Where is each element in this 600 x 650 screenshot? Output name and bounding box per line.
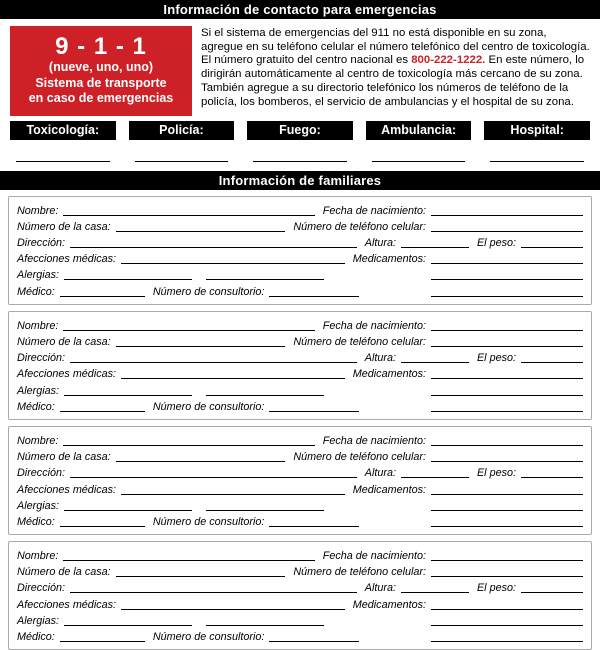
office-number-line (269, 296, 359, 297)
office-number-label: Número de consultorio: (153, 516, 270, 528)
doctor-row (17, 627, 583, 643)
cell-number-label: Número de teléfono celular: (293, 336, 431, 348)
medications-line-2 (431, 279, 583, 280)
doctor-label: Médico: (17, 516, 60, 528)
height-label: Altura: (365, 467, 401, 479)
height-line (401, 592, 469, 593)
family-member-box (8, 541, 592, 650)
doctor-label: Médico: (17, 631, 60, 643)
instructions-paragraph (201, 26, 590, 116)
dob-label: Fecha de nacimiento: (323, 205, 431, 217)
conditions-row (17, 594, 583, 610)
dob-label: Fecha de nacimiento: (323, 550, 431, 562)
address-line (70, 592, 357, 593)
family-header-title: Información de familiares (219, 173, 382, 188)
name-label: Nombre: (17, 320, 63, 332)
allergies-line-2 (206, 395, 324, 396)
conditions-label: Afecciones médicas: (17, 484, 121, 496)
transport-system-line: Sistema de transporte (14, 76, 188, 92)
medications-line (431, 609, 583, 610)
height-line (401, 247, 469, 248)
doctor-label: Médico: (17, 401, 60, 413)
allergies-line-2 (206, 279, 324, 280)
nine-one-one-number: 9 - 1 - 1 (14, 33, 188, 60)
allergies-row (17, 265, 583, 281)
dob-line (431, 445, 583, 446)
name-label: Nombre: (17, 550, 63, 562)
conditions-row (17, 249, 583, 265)
name-line (63, 330, 314, 331)
cell-number-line (431, 576, 583, 577)
home-number-label: Número de la casa: (17, 451, 116, 463)
allergies-row (17, 496, 583, 512)
phone-line-hospital (490, 161, 584, 162)
medications-label: Medicamentos: (353, 253, 431, 265)
height-label: Altura: (365, 352, 401, 364)
cell-number-label: Número de teléfono celular: (293, 221, 431, 233)
doctor-row (17, 281, 583, 297)
dob-label: Fecha de nacimiento: (323, 320, 431, 332)
office-number-line (269, 411, 359, 412)
weight-label: El peso: (477, 237, 521, 249)
doctor-label: Médico: (17, 286, 60, 298)
doctor-row (17, 397, 583, 413)
phone-line-fire (253, 161, 347, 162)
conditions-label: Afecciones médicas: (17, 368, 121, 380)
phone-label-ambulance: Ambulancia: (366, 121, 472, 140)
office-number-label: Número de consultorio: (153, 286, 270, 298)
medications-line (431, 494, 583, 495)
instructions-text-before: Si el sistema de emergencias del 911 no está disponible en su zona, agregue en su teléfono celular el número telefónico del centro de toxicología. El número gratuito del centro nacional es (201, 27, 590, 66)
phone-label-hospital: Hospital: (484, 121, 590, 140)
allergies-label: Alergias: (17, 269, 64, 281)
allergies-line-1 (64, 279, 192, 280)
weight-label: El peso: (477, 467, 521, 479)
phone-line-ambulance (372, 161, 466, 162)
medications-label: Medicamentos: (353, 368, 431, 380)
address-label: Dirección: (17, 237, 70, 249)
doctor-line (60, 641, 145, 642)
home-number-line (116, 576, 286, 577)
emergency-info-section (0, 19, 600, 118)
name-line (63, 560, 314, 561)
address-line (70, 247, 357, 248)
nine-one-one-words: (nueve, uno, uno) (14, 60, 188, 76)
height-label: Altura: (365, 582, 401, 594)
home-number-label: Número de la casa: (17, 566, 116, 578)
address-label: Dirección: (17, 352, 70, 364)
medications-label: Medicamentos: (353, 599, 431, 611)
weight-label: El peso: (477, 352, 521, 364)
conditions-row (17, 364, 583, 380)
height-line (401, 477, 469, 478)
height-label: Altura: (365, 237, 401, 249)
nine-one-one-box (10, 26, 192, 116)
cell-number-label: Número de teléfono celular: (293, 566, 431, 578)
address-label: Dirección: (17, 582, 70, 594)
allergies-label: Alergias: (17, 615, 64, 627)
phone-line-police (135, 161, 229, 162)
home-number-label: Número de la casa: (17, 336, 116, 348)
national-poison-number: 800-222-1222. (411, 54, 485, 66)
allergies-line-1 (64, 395, 192, 396)
phone-label-toxicology: Toxicología: (10, 121, 116, 140)
family-header-bar (0, 171, 600, 190)
office-number-line (269, 641, 359, 642)
conditions-line (121, 609, 345, 610)
dob-label: Fecha de nacimiento: (323, 435, 431, 447)
conditions-label: Afecciones médicas: (17, 253, 121, 265)
family-member-box (8, 311, 592, 420)
doctor-line (60, 526, 145, 527)
address-row (17, 578, 583, 594)
address-row (17, 348, 583, 364)
weight-line (521, 362, 583, 363)
doctor-line (60, 296, 145, 297)
name-row (17, 201, 583, 217)
family-members (0, 196, 600, 650)
cell-number-line (431, 231, 583, 232)
cell-number-line (431, 346, 583, 347)
address-line (70, 362, 357, 363)
height-line (401, 362, 469, 363)
address-row (17, 233, 583, 249)
office-number-label: Número de consultorio: (153, 631, 270, 643)
name-line (63, 445, 314, 446)
weight-line (521, 592, 583, 593)
cell-number-label: Número de teléfono celular: (293, 451, 431, 463)
medications-line-3 (431, 296, 583, 297)
doctor-line (60, 411, 145, 412)
address-row (17, 463, 583, 479)
conditions-label: Afecciones médicas: (17, 599, 121, 611)
allergies-label: Alergias: (17, 385, 64, 397)
emergency-header-title: Información de contacto para emergencias (163, 2, 436, 17)
name-label: Nombre: (17, 205, 63, 217)
office-number-line (269, 526, 359, 527)
home-number-row (17, 562, 583, 578)
dob-line (431, 215, 583, 216)
home-number-row (17, 217, 583, 233)
medications-line-3 (431, 526, 583, 527)
weight-label: El peso: (477, 582, 521, 594)
allergies-line-1 (64, 510, 192, 511)
name-row (17, 546, 583, 562)
medications-line-3 (431, 641, 583, 642)
name-row (17, 316, 583, 332)
allergies-row (17, 380, 583, 396)
medications-line (431, 263, 583, 264)
weight-line (521, 477, 583, 478)
phone-blank-lines-row (0, 161, 600, 162)
home-number-row (17, 332, 583, 348)
conditions-row (17, 479, 583, 495)
family-member-box (8, 426, 592, 535)
home-number-line (116, 461, 286, 462)
name-label: Nombre: (17, 435, 63, 447)
cell-number-line (431, 461, 583, 462)
name-line (63, 215, 314, 216)
instructions-text-after: En este número, lo dirigirán automáticamente al centro de toxicología más cercano de su zona. También agregue a su directorio telefónico los números de teléfono de la policía, los bomberos, el servicio de ambulancias y el hospital de su zona. (201, 54, 584, 107)
medications-line-3 (431, 411, 583, 412)
medications-line (431, 378, 583, 379)
office-number-label: Número de consultorio: (153, 401, 270, 413)
allergies-label: Alergias: (17, 500, 64, 512)
medications-line-2 (431, 395, 583, 396)
emergency-case-line: en caso de emergencias (14, 91, 188, 107)
conditions-line (121, 378, 345, 379)
name-row (17, 431, 583, 447)
weight-line (521, 247, 583, 248)
dob-line (431, 560, 583, 561)
phone-label-police: Policía: (129, 121, 235, 140)
allergies-row (17, 611, 583, 627)
phone-labels-row (0, 118, 600, 140)
address-line (70, 477, 357, 478)
home-number-line (116, 346, 286, 347)
dob-line (431, 330, 583, 331)
family-member-box (8, 196, 592, 305)
home-number-label: Número de la casa: (17, 221, 116, 233)
phone-line-toxicology (16, 161, 110, 162)
conditions-line (121, 263, 345, 264)
home-number-row (17, 447, 583, 463)
allergies-line-2 (206, 510, 324, 511)
conditions-line (121, 494, 345, 495)
home-number-line (116, 231, 286, 232)
medications-label: Medicamentos: (353, 484, 431, 496)
address-label: Dirección: (17, 467, 70, 479)
medications-line-2 (431, 510, 583, 511)
emergency-header-bar (0, 0, 600, 19)
doctor-row (17, 512, 583, 528)
phone-label-fire: Fuego: (247, 121, 353, 140)
